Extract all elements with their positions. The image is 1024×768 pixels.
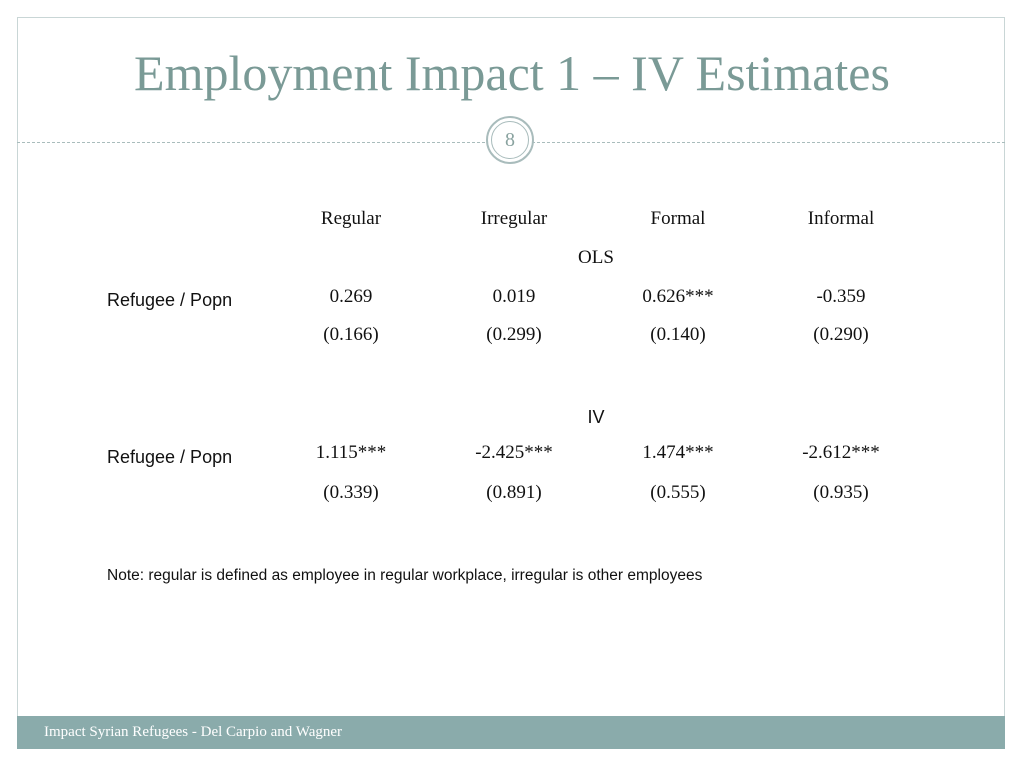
footer-bar bbox=[17, 716, 1005, 749]
row-label-iv: Refugee / Popn bbox=[107, 447, 233, 467]
iv-se-formal: (0.555) bbox=[650, 482, 706, 503]
page-number: 8 bbox=[491, 121, 529, 159]
table-note: Note: regular is defined as employee in regular workplace, irregular is other employees bbox=[107, 567, 703, 584]
iv-estimate-informal: -2.612*** bbox=[802, 442, 880, 463]
ols-se-irregular: (0.299) bbox=[486, 324, 542, 345]
row-label-ols: Refugee / Popn bbox=[107, 290, 233, 310]
iv-se-irregular: (0.891) bbox=[486, 482, 542, 503]
ols-estimate-formal: 0.626*** bbox=[642, 286, 714, 307]
ols-estimate-informal: -0.359 bbox=[816, 286, 866, 307]
iv-se-regular: (0.339) bbox=[323, 482, 379, 503]
section-label-ols: OLS bbox=[578, 247, 614, 268]
ols-se-informal: (0.290) bbox=[813, 324, 869, 345]
slide-title: Employment Impact 1 – IV Estimates bbox=[134, 45, 890, 101]
iv-estimate-irregular: -2.425*** bbox=[475, 442, 553, 463]
ols-estimate-irregular: 0.019 bbox=[492, 286, 536, 307]
iv-estimate-formal: 1.474*** bbox=[642, 442, 714, 463]
section-label-iv: IV bbox=[587, 407, 605, 427]
ols-se-formal: (0.140) bbox=[650, 324, 706, 345]
column-header-regular: Regular bbox=[320, 208, 382, 229]
column-header-formal: Formal bbox=[650, 208, 706, 229]
column-header-irregular: Irregular bbox=[480, 208, 548, 229]
column-header-informal: Informal bbox=[807, 208, 875, 229]
iv-estimate-regular: 1.115*** bbox=[315, 442, 387, 463]
iv-se-informal: (0.935) bbox=[813, 482, 869, 503]
page-number-badge bbox=[486, 116, 534, 164]
ols-estimate-regular: 0.269 bbox=[329, 286, 373, 307]
footer-text: Impact Syrian Refugees - Del Carpio and Wagner bbox=[44, 724, 343, 740]
ols-se-regular: (0.166) bbox=[323, 324, 379, 345]
